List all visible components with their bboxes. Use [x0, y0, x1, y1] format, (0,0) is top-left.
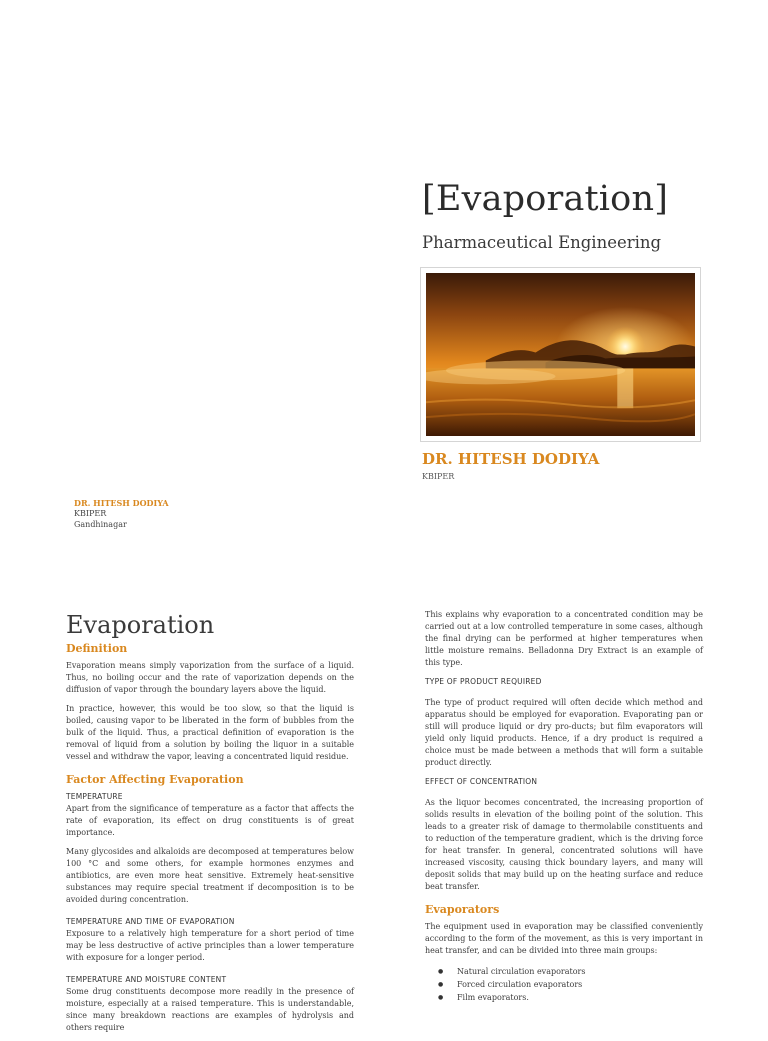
cover-author: DR. HITESH DODIYA: [422, 450, 600, 468]
list-item: ● Film evaporators.: [457, 991, 703, 1004]
definition-paragraph-1: Evaporation means simply vaporization from the surface of a liquid. Thus, no boiling occur and the rate of vaporization depends on the diffusion of vapor through the boundary layers above the liquid.: [66, 661, 354, 694]
section-title: Evaporation: [66, 611, 215, 639]
factor-heading: Factor Affecting Evaporation: [66, 773, 244, 786]
moisture-caption: TEMPERATURE AND MOISTURE CONTENT: [66, 975, 227, 984]
time-paragraph: Exposure to a relatively high temperature for a short period of time may be less destructive of active principles than a lower temperature with exposure for a longer period.: [66, 929, 354, 962]
concentration-caption: EFFECT OF CONCENTRATION: [425, 777, 538, 786]
time-caption: TEMPERATURE AND TIME OF EVAPORATION: [66, 917, 235, 926]
product-caption: TYPE OF PRODUCT REQUIRED: [425, 677, 542, 686]
definition-paragraph-2: In practice, however, this would be too slow, so that the liquid is boiled, causing vapor to be liberated in the form of bubbles from the bulk of the liquid. Thus, a practical definition of evaporation is the removal of liquid from a solution by boiling the liquor in a suitable vessel and withdraw the vapor, leaving a concentrated liquid residue.: [66, 704, 354, 761]
temperature-paragraph-2: Many glycosides and alkaloids are decomposed at temperatures below 100 °C and some others, for example hormones enzymes and antibiotics, are even more heat sensitive. Extremely heat-sensitive substances may require special treatment if decomposition is to be avoided during concentration.: [66, 847, 354, 904]
cover-title: [Evaporation]: [422, 179, 669, 219]
side-author: DR. HITESH DODIYA: [74, 498, 169, 508]
cover-affiliation: KBIPER: [422, 472, 455, 481]
right-column: [425, 609, 703, 1004]
evaporators-heading: Evaporators: [425, 903, 500, 916]
cover-photo: [420, 267, 701, 442]
concentration-paragraph: As the liquor becomes concentrated, the increasing proportion of solids results in elevation of the boiling point of the solution. This leads to a greater risk of damage to thermolabile constituents and to reduction of the temperature gradient, which is the driving force for heat transfer. In general, concentrated solutions will have increased viscosity, causing thick boundary layers, and many will deposit solids that may build up on the heating surface and reduce beat transfer.: [425, 798, 703, 891]
list-item: ● Natural circulation evaporators: [457, 965, 703, 978]
evaporator-types-list: [425, 965, 703, 1004]
sunset-image: [426, 273, 695, 436]
side-city: Gandhinagar: [74, 520, 127, 529]
evaporators-paragraph: The equipment used in evaporation may be classified conveniently according to the form of the movement, as this is very important in heat transfer, and can be divided into three main groups:: [425, 922, 703, 955]
moisture-paragraph: Some drug constituents decompose more readily in the presence of moisture, especially at a raised temperature. This is understandable, since many breakdown reactions are examples of hydrolysis and others require: [66, 987, 354, 1032]
temperature-paragraph-1: Apart from the significance of temperature as a factor that affects the rate of evaporation, its effect on drug constituents is of great importance.: [66, 804, 354, 837]
definition-heading: Definition: [66, 642, 128, 655]
left-column: [66, 610, 354, 1041]
list-item: ● Forced circulation evaporators: [457, 978, 703, 991]
cover-subtitle: Pharmaceutical Engineering: [422, 233, 662, 252]
intro-paragraph: This explains why evaporation to a concentrated condition may be carried out at a low controlled temperature in some cases, although the final drying can be performed at higher temperatures when little moisture remains. Belladonna Dry Extract is an example of this type.: [425, 610, 703, 667]
temperature-caption: TEMPERATURE: [66, 792, 123, 801]
product-paragraph: The type of product required will often decide which method and apparatus should be employed for evaporation. Evaporating pan or still will produce liquid or dry pro-ducts; but film evaporators will yield only liquid products. Hence, if a dry product is required a choice must be made between a methods that will form a suitable product directly.: [425, 698, 703, 767]
side-institute: KBIPER: [74, 509, 107, 518]
